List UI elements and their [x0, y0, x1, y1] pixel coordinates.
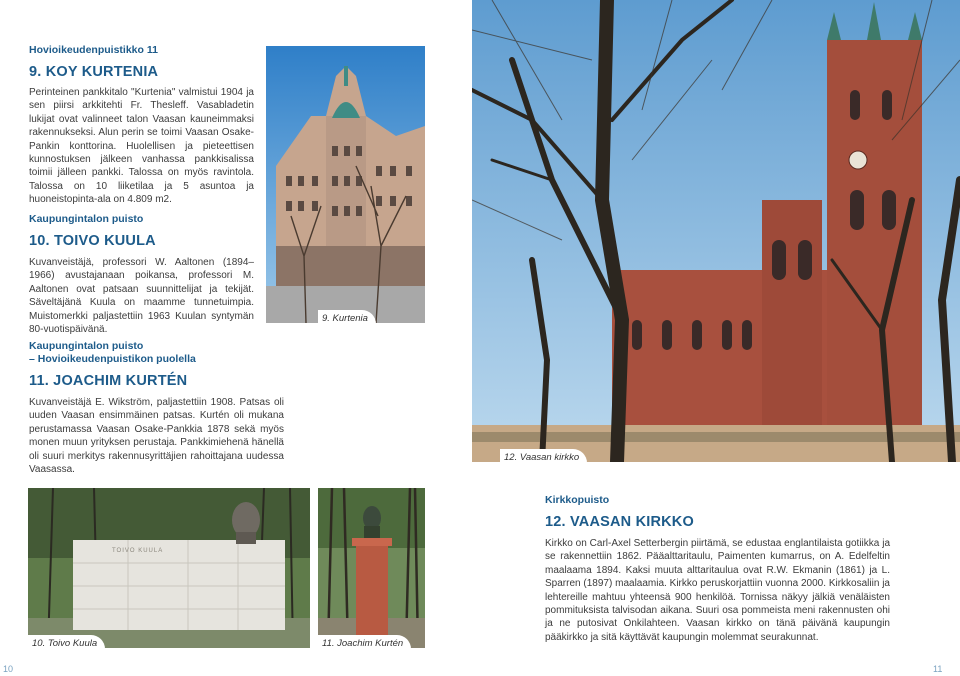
heading-vaasan-kirkko: 12. VAASAN KIRKKO: [545, 514, 694, 530]
section-label-kaupungintalon-puisto: Kaupungintalon puisto: [29, 213, 144, 225]
section-label-hovioikeudenpuistikko: – Hovioikeudenpuistikon puolella: [29, 353, 196, 365]
page-number-left: 10: [3, 664, 14, 674]
section-label-kaupungintalon-puisto-2: Kaupungintalon puisto: [29, 340, 144, 352]
caption-kurtenia: 9. Kurtenia: [318, 310, 376, 326]
section-label-kurtenia: Hovioikeudenpuistikko 11: [29, 44, 158, 56]
caption-toivo-kuula: 10. Toivo Kuula: [28, 635, 105, 651]
paragraph-toivo-kuula: Kuvanveistäjä, professori W. Aaltonen (1894–1966) avustajanaan poikansa, professori M. Aaltonen ovat patsaan suunnittelijat ja tekijät. Säveltäjänä Kuula on maamme tunnetuimpia. Muistomerkki paljastettiin 1963 Kuulan syntymän 80-vuotispäivänä.: [29, 257, 254, 336]
statue-inscription: TOIVO KUULA: [112, 548, 164, 554]
page-number-right: 11: [933, 664, 943, 674]
photo-vaasan-kirkko: [472, 0, 960, 462]
heading-koy-kurtenia: 9. KOY KURTENIA: [29, 64, 159, 80]
caption-vaasan-kirkko: 12. Vaasan kirkko: [500, 449, 587, 465]
heading-toivo-kuula: 10. TOIVO KUULA: [29, 233, 156, 249]
paragraph-vaasan-kirkko: Kirkko on Carl-Axel Setterbergin piirtämä, se edustaa englantilaista gotiikka ja se rakennettiin 1862. Pääalttaritaulu, Paimenten kumarrus, on A. Edelfeltin maalaama 1894. Kaksi muuta alttaritaulua ovat R.W. Ekmanin (1861) ja L. Sparren (1897) maalaamia. Kirkko peruskorjattiin vuonna 2000. Kirkkosaliin ja lehtereille mahtuu yhteensä 900 henkilöä. Tornissa näkyy jälkiä venäläisten pommituksista talvisodan aikana. Suuri osa pommeista meni rakennusten ohi ja ne putosivat Onkilahteen. Vaasan kirkko on tänä päivänä kaupungin pääkirkko ja sitä käyttävät kaupungin molemmat seurakunnat.: [545, 538, 890, 643]
photo-kurtenia: [266, 46, 425, 323]
caption-joachim-kurten: 11. Joachim Kurtén: [318, 635, 411, 651]
section-label-kirkkopuisto: Kirkkopuisto: [545, 494, 610, 506]
paragraph-kurtenia: Perinteinen pankkitalo "Kurtenia" valmistui 1904 ja sen piirsi arkkitehti Fr. Thesleff. Vasabladetin lukijat ovat valinneet talon Vaasan kauneimmaksi rakennukseksi. Alun perin se toimi Vaasan Osake-Pankin konttorina. Huolellisen ja pieteettisen kunnostuksen jälkeen vanhassa pankkisalissa toimii jälleen pankki. Talossa on myös ravintola. Talossa on 10 liiketilaa ja 5 asuntoa ja huoneistopinta-ala on 4.809 m2.: [29, 87, 254, 206]
photo-toivo-kuula: [28, 488, 310, 648]
photo-joachim-kurten: [318, 488, 425, 648]
heading-joachim-kurten: 11. JOACHIM KURTÉN: [29, 373, 188, 389]
paragraph-joachim-kurten: Kuvanveistäjä E. Wikström, paljastettiin 1908. Patsas oli uuden Vaasan ensimmäinen patsas. Kurtén oli mukana perustamassa Vaasan Osake-Pankkia 1878 sekä myös monen muun yrityksen perustaja. Pankkimiehenä hänellä oli suuri merkitys rakennusyrittäjien rahoittajana uudessa Vaasassa.: [29, 397, 284, 476]
